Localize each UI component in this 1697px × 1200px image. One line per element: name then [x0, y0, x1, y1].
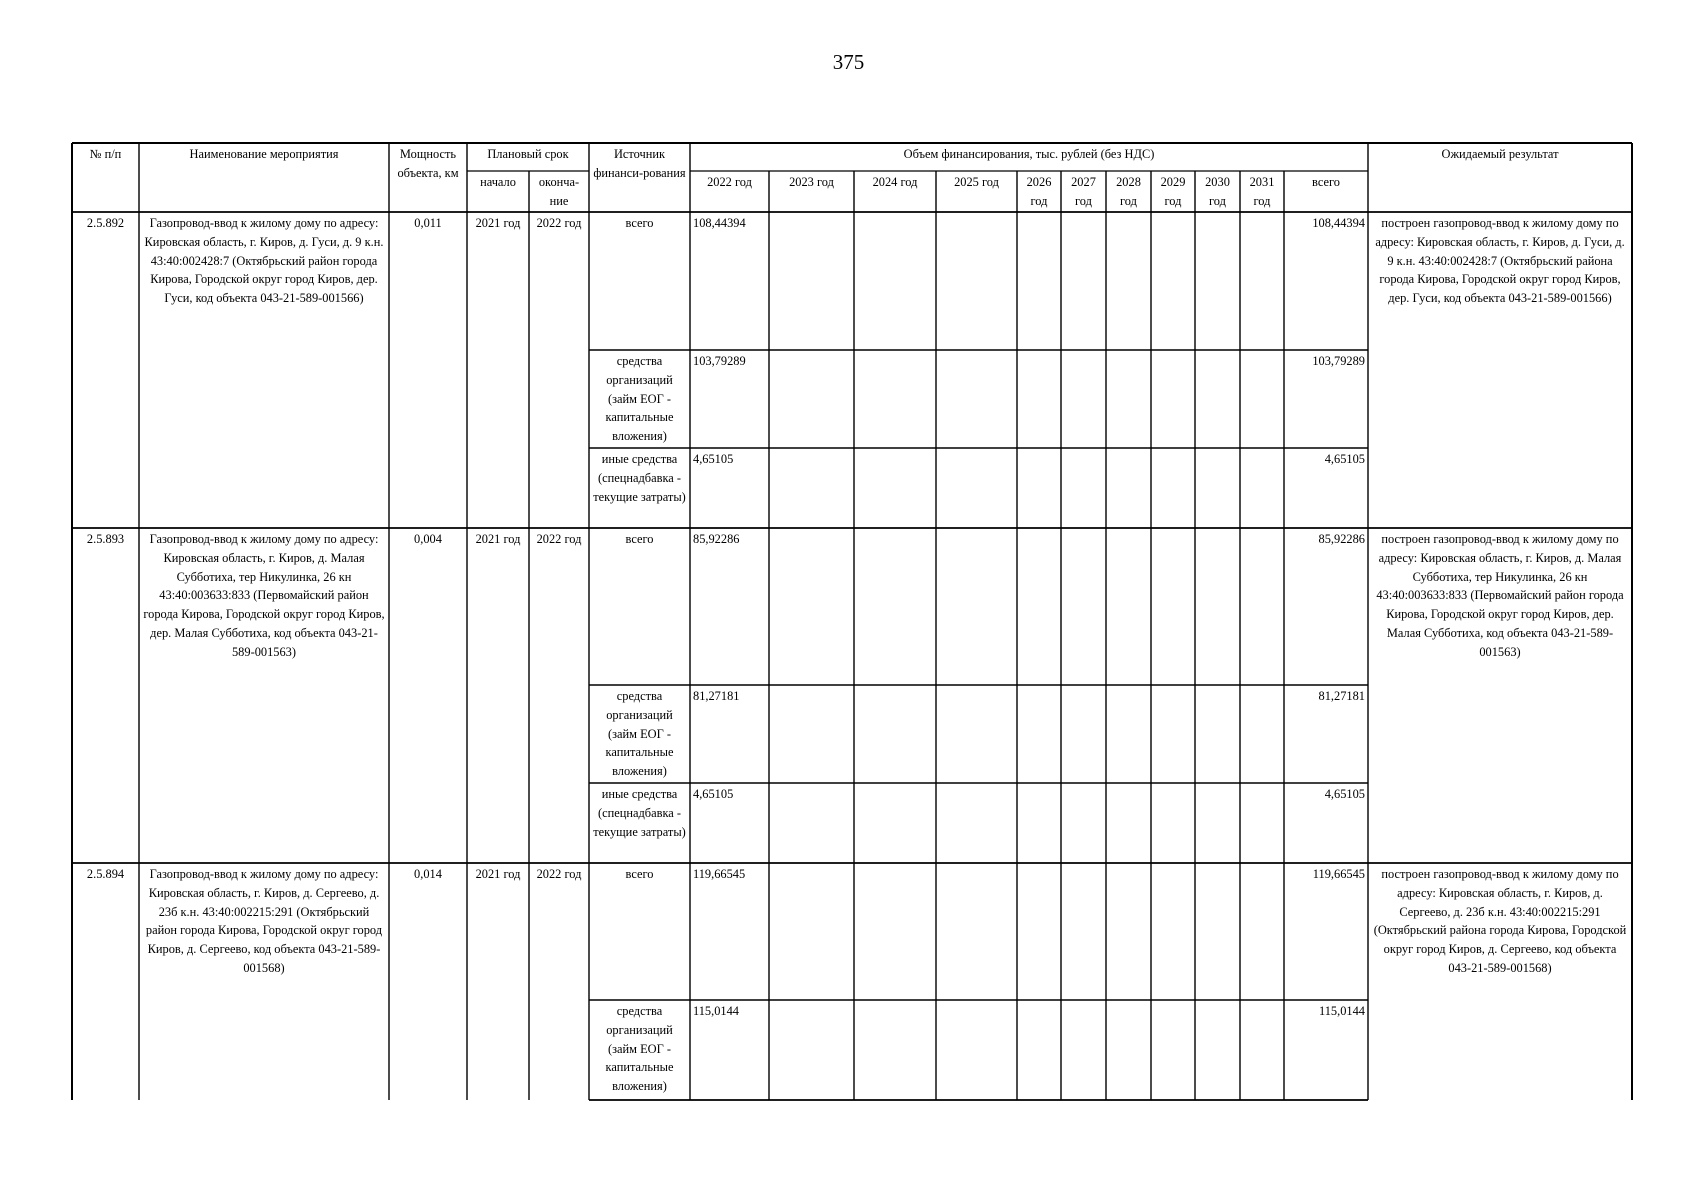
- source-label: иные средства (спецнадбавка - текущие затраты): [593, 787, 686, 839]
- header-year: 2025 год: [954, 175, 999, 189]
- header-year: 2027 год: [1071, 175, 1096, 208]
- value-2022: 115,0144: [693, 1004, 740, 1018]
- value-total: 115,0144: [1318, 1004, 1365, 1018]
- header-year: 2026 год: [1026, 175, 1052, 208]
- header-total: всего: [1312, 175, 1340, 189]
- row-name: Газопровод-ввод к жилому дому по адресу: Кировская область, г. Киров, д. Сергеево, д. 23б к.н. 43:40:002215:291 (Октябрьский район города Кирова, Городской округ город Киров, д. Сергеево, код объекта 043-21-589-001568): [145, 867, 383, 975]
- header-start: начало: [480, 175, 516, 189]
- value-2022: 119,66545: [693, 867, 746, 881]
- row-name: Газопровод-ввод к жилому дому по адресу: Кировская область, г. Киров, д. Гуси, д. 9 к.н. 43:40:002428:7 (Октябрьский район города Кирова, Городской округ город Киров, дер. Гуси, код объекта 043-21-589-001566): [144, 216, 384, 306]
- value-total: 4,65105: [1324, 452, 1365, 466]
- row-number: 2.5.892: [86, 216, 125, 230]
- value-2022: 108,44394: [693, 216, 746, 230]
- row-end: 2022 год: [536, 867, 582, 881]
- header-year: 2030 год: [1205, 175, 1230, 208]
- header-name: Наименование мероприятия: [189, 147, 339, 161]
- value-2022: 4,65105: [693, 787, 734, 801]
- row-start: 2021 год: [475, 216, 521, 230]
- value-2022: 4,65105: [693, 452, 734, 466]
- value-2022: 103,79289: [693, 354, 746, 368]
- page-number: 375: [832, 50, 865, 74]
- row-name: Газопровод-ввод к жилому дому по адресу: Кировская область, г. Киров, д. Малая Субботиха, тер Никулинка, 26 кн 43:40:003633:833 (Первомайский район города Кирова, Городской округ город Киров, дер. Малая Субботиха, код объекта 043-21-589-001563): [143, 532, 385, 659]
- header-year: 2029 год: [1160, 175, 1186, 208]
- header-funding: Объем финансирования, тыс. рублей (без НДС): [903, 147, 1155, 161]
- row-end: 2022 год: [536, 532, 582, 546]
- row-result: построен газопровод-ввод к жилому дому по адресу: Кировская область, г. Киров, д. Малая Субботиха, тер Никулинка, 26 кн 43:40:003633:833 (Первомайский район города Кирова, Городской округ город Киров, дер. Малая Субботиха, код объекта 043-21-589-001563): [1376, 532, 1624, 659]
- value-total: 103,79289: [1312, 354, 1365, 368]
- source-label: средства организаций (займ ЕОГ - капитальные вложения): [605, 354, 674, 444]
- value-total: 4,65105: [1324, 787, 1365, 801]
- value-total: 108,44394: [1312, 216, 1365, 230]
- header-year: 2031 год: [1249, 175, 1275, 208]
- row-end: 2022 год: [536, 216, 582, 230]
- value-total: 119,66545: [1312, 867, 1365, 881]
- row-result: построен газопровод-ввод к жилому дому по адресу: Кировская область, г. Киров, д. Сергеево, д. 23б к.н. 43:40:002215:291 (Октябрьский района города Кирова, Городской округ город Киров, д. Сергеево, код объекта 043-21-589-001568): [1373, 867, 1627, 975]
- row-power: 0,014: [414, 867, 442, 881]
- source-label: иные средства (спецнадбавка - текущие затраты): [593, 452, 686, 504]
- source-label: всего: [625, 532, 654, 546]
- source-label: средства организаций (займ ЕОГ - капитальные вложения): [605, 1004, 674, 1094]
- header-result: Ожидаемый результат: [1441, 147, 1559, 161]
- value-total: 85,92286: [1318, 532, 1365, 546]
- header-term: Плановый срок: [487, 147, 569, 161]
- value-2022: 85,92286: [693, 532, 740, 546]
- header-year: 2024 год: [872, 175, 918, 189]
- row-power: 0,011: [414, 216, 442, 230]
- row-start: 2021 год: [475, 867, 521, 881]
- header-source: Источник финанси-рования: [593, 147, 686, 180]
- header-num: № п/п: [89, 147, 122, 161]
- row-result: построен газопровод-ввод к жилому дому по адресу: Кировская область, г. Киров, д. Гуси, д. 9 к.н. 43:40:002428:7 (Октябрьский района города Кирова, Городской округ город Киров, дер. Гуси, код объекта 043-21-589-001566): [1375, 216, 1625, 306]
- source-label: всего: [625, 216, 654, 230]
- value-2022: 81,27181: [693, 689, 740, 703]
- header-year: 2023 год: [789, 175, 834, 189]
- header-year: 2028 год: [1116, 175, 1141, 208]
- header-power: Мощность объекта, км: [397, 147, 459, 180]
- row-number: 2.5.893: [86, 532, 125, 546]
- row-power: 0,004: [414, 532, 442, 546]
- value-total: 81,27181: [1318, 689, 1365, 703]
- source-label: средства организаций (займ ЕОГ - капитальные вложения): [605, 689, 674, 779]
- row-start: 2021 год: [475, 532, 521, 546]
- row-number: 2.5.894: [86, 867, 125, 881]
- source-label: всего: [625, 867, 654, 881]
- header-end: оконча-ние: [538, 175, 580, 208]
- header-year: 2022 год: [707, 175, 752, 189]
